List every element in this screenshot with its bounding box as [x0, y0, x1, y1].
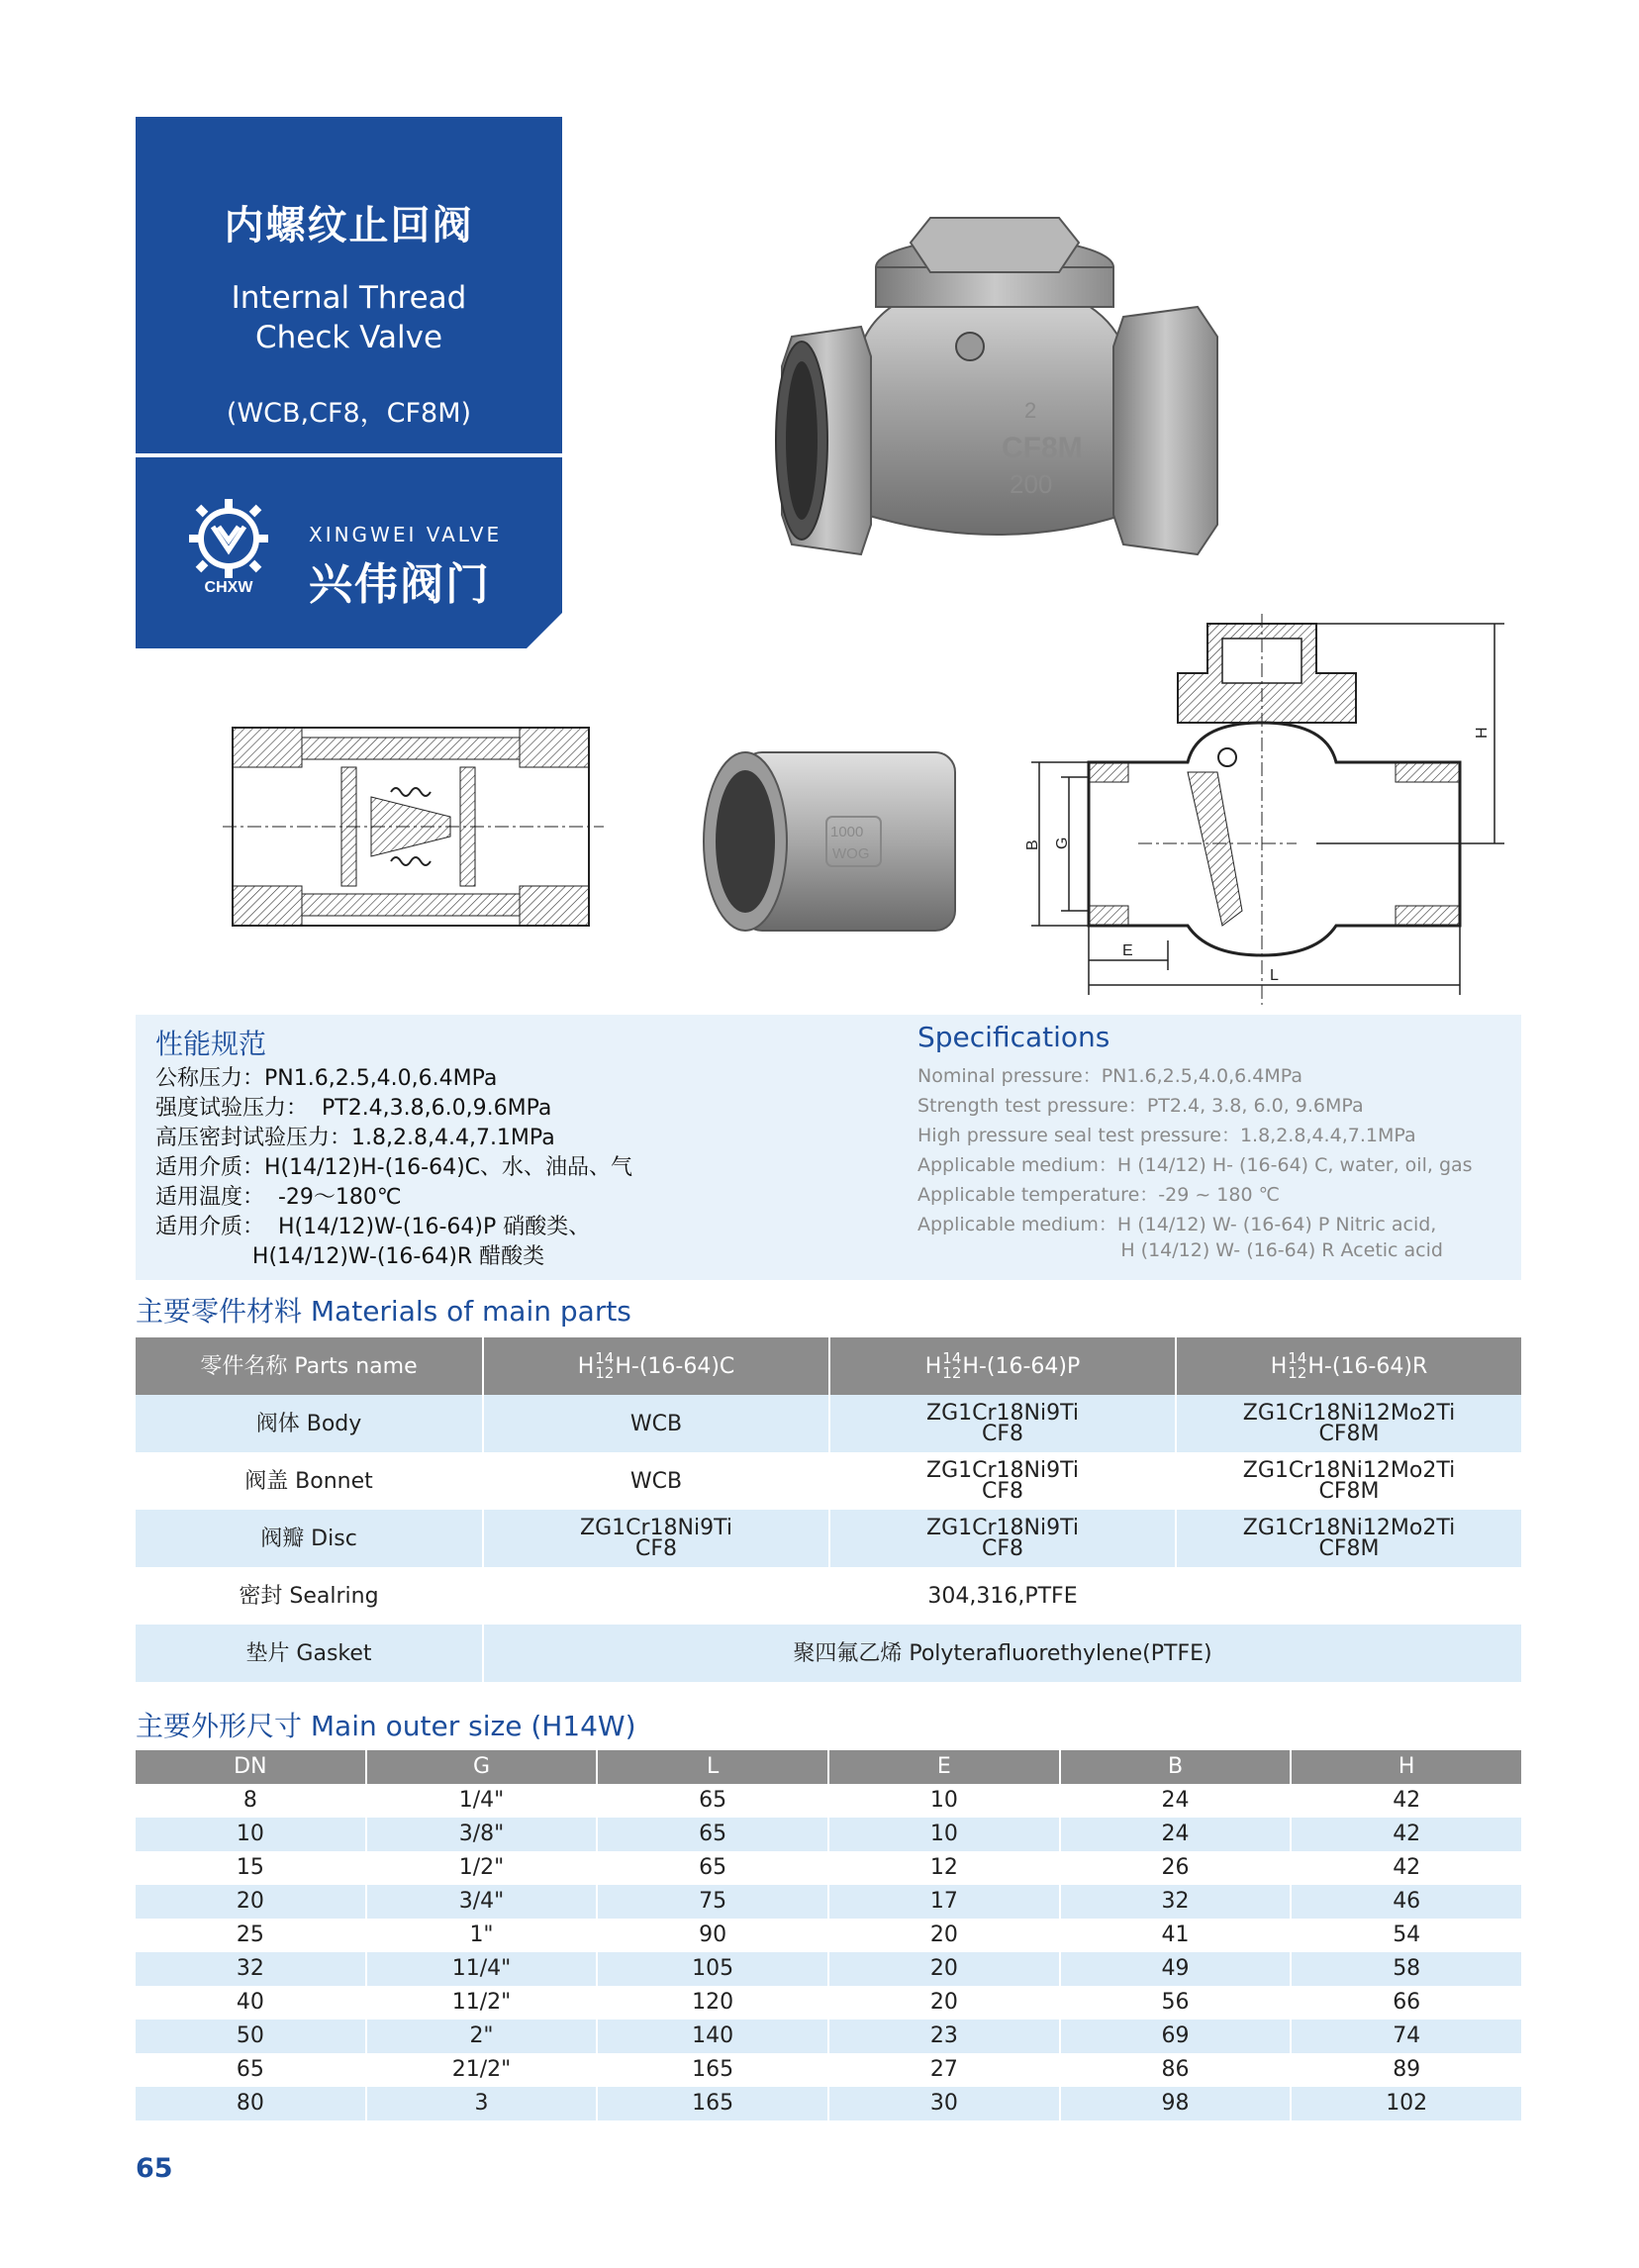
part-name: 阀盖 Bonnet: [244, 1468, 373, 1494]
inline-valve-section-drawing: [223, 708, 604, 945]
column-header: E: [827, 1750, 1059, 1784]
table-cell: 26: [1059, 1851, 1291, 1885]
table-cell: 89: [1290, 2053, 1521, 2087]
table-row: [136, 1818, 1521, 1851]
dimensions-section-title: 主要外形尺寸 Main outer size (H14W): [136, 1710, 636, 1742]
svg-text:CHXW: CHXW: [204, 579, 253, 594]
table-cell: 3/4": [365, 1885, 597, 1919]
dim-label-e: E: [1122, 942, 1133, 959]
header-model-p: H 14 12 H-(16-64)P: [828, 1337, 1175, 1395]
table-cell: 66: [1290, 1986, 1521, 2020]
column-header: B: [1059, 1750, 1291, 1784]
table-cell: 69: [1059, 2020, 1291, 2053]
table-cell: 10: [827, 1784, 1059, 1818]
table-row: [136, 1885, 1521, 1919]
table-cell: 105: [596, 1952, 827, 1986]
table-cell: 1": [365, 1919, 597, 1952]
spec-line-cn: 适用温度： -29～180℃: [155, 1185, 402, 1210]
spec-line-en: High pressure seal test pressure：1.8,2.8,4.4,7.1MPa: [917, 1125, 1416, 1146]
spec-line-cn: H(14/12)W-(16-64)R 醋酸类: [155, 1244, 545, 1269]
table-cell: 1/2": [365, 1851, 597, 1885]
spec-line-en: Applicable temperature：-29 ~ 180 ℃: [917, 1184, 1280, 1206]
svg-text:1000: 1000: [830, 824, 864, 840]
table-cell: 50: [236, 2023, 264, 2048]
table-cell: 65: [596, 1818, 827, 1851]
specifications-panel: [136, 1015, 1521, 1280]
dimensions-header-row: [136, 1750, 1521, 1784]
table-cell: 20: [827, 1952, 1059, 1986]
gear-logo-icon: [183, 495, 274, 594]
material-cell: WCB: [482, 1452, 828, 1510]
column-header: DN: [234, 1754, 267, 1779]
spec-line-cn: 高压密封试验压力：1.8,2.8,4.4,7.1MPa: [155, 1126, 555, 1150]
title-en-line2: Check Valve: [254, 320, 443, 355]
spec-line-en: H (14/12) W- (16-64) R Acetic acid: [917, 1239, 1443, 1261]
table-row: [136, 1986, 1521, 2020]
table-cell: 140: [596, 2020, 827, 2053]
table-cell: 11/4": [365, 1952, 597, 1986]
swing-check-section-drawing: [1019, 614, 1514, 1005]
material-cell: ZG1Cr18Ni9Ti CF8: [482, 1510, 828, 1567]
svg-text:CF8M: CF8M: [1002, 432, 1083, 464]
table-cell: 40: [236, 1990, 264, 2015]
table-cell: 25: [236, 1923, 264, 1947]
dimensions-table: [136, 1750, 1521, 2120]
svg-text:200: 200: [1010, 469, 1053, 499]
title-en-line1: Internal Thread: [231, 280, 467, 316]
spec-line-cn: 适用介质：H(14/12)H-(16-64)C、水、油品、气: [155, 1155, 633, 1180]
material-cell: ZG1Cr18Ni12Mo2Ti CF8M: [1175, 1395, 1521, 1452]
table-row: [136, 1625, 1521, 1682]
table-row: [136, 1919, 1521, 1952]
dim-label-h: H: [1474, 727, 1491, 739]
main-valve-photo: [772, 198, 1267, 574]
table-cell: 98: [1059, 2087, 1291, 2120]
title-block: [136, 117, 562, 648]
table-cell: 46: [1290, 1885, 1521, 1919]
column-header: H: [1290, 1750, 1521, 1784]
table-cell: 65: [596, 1851, 827, 1885]
spec-line-cn: 强度试验压力： PT2.4,3.8,6.0,9.6MPa: [155, 1096, 552, 1121]
table-cell: 1/4": [365, 1784, 597, 1818]
table-cell: 86: [1059, 2053, 1291, 2087]
material-cell: ZG1Cr18Ni9Ti CF8: [828, 1395, 1175, 1452]
table-cell: 65: [596, 1784, 827, 1818]
part-name: 垫片 Gasket: [245, 1640, 372, 1666]
table-cell: 20: [827, 1919, 1059, 1952]
svg-text:2: 2: [1024, 398, 1037, 423]
dimensions-body: [136, 1784, 1521, 2120]
table-row: [136, 1510, 1521, 1567]
part-name: 密封 Sealring: [239, 1583, 379, 1609]
header-parts-name: 零件名称 Parts name: [200, 1353, 418, 1379]
table-cell: 58: [1290, 1952, 1521, 1986]
spec-line-cn: 适用介质： H(14/12)W-(16-64)P 硝酸类、: [155, 1215, 591, 1239]
table-row: [136, 1452, 1521, 1510]
brand-name-en: XINGWEI VALVE: [309, 523, 503, 546]
title-materials: (WCB,CF8，CF8M): [226, 398, 472, 429]
part-name: 阀体 Body: [255, 1411, 362, 1436]
table-cell: 32: [1059, 1885, 1291, 1919]
spec-title-cn: 性能规范: [155, 1028, 267, 1060]
table-cell: 24: [1059, 1818, 1291, 1851]
header-model-c: H 14 12 H-(16-64)C: [482, 1337, 828, 1395]
table-row: [136, 1784, 1521, 1818]
svg-text:WOG: WOG: [832, 845, 870, 862]
table-row: [136, 1567, 1521, 1625]
materials-section-title: 主要零件材料 Materials of main parts: [136, 1295, 631, 1328]
material-cell: ZG1Cr18Ni9Ti CF8: [828, 1510, 1175, 1567]
table-cell: 2": [365, 2020, 597, 2053]
column-header: G: [365, 1750, 597, 1784]
dim-label-b: B: [1024, 839, 1041, 850]
table-cell: 3/8": [365, 1818, 597, 1851]
table-cell: 74: [1290, 2020, 1521, 2053]
table-cell: 3: [365, 2087, 597, 2120]
materials-header-row: [136, 1337, 1521, 1395]
spec-title-en: Specifications: [917, 1021, 1110, 1053]
title-divider: [136, 453, 562, 457]
table-cell: 20: [827, 1986, 1059, 2020]
table-cell: 42: [1290, 1818, 1521, 1851]
table-cell: 65: [236, 2057, 264, 2082]
dim-label-l: L: [1270, 967, 1279, 984]
table-cell: 21/2": [365, 2053, 597, 2087]
table-row: [136, 1395, 1521, 1452]
table-cell: 30: [827, 2087, 1059, 2120]
table-row: [136, 1952, 1521, 1986]
table-cell: 102: [1290, 2087, 1521, 2120]
materials-table: [136, 1337, 1521, 1682]
table-cell: 27: [827, 2053, 1059, 2087]
table-cell: 80: [236, 2091, 264, 2116]
table-cell: 49: [1059, 1952, 1291, 1986]
table-cell: 165: [596, 2053, 827, 2087]
table-cell: 10: [236, 1822, 264, 1846]
spec-line-en: Applicable medium：H (14/12) W- (16-64) P Nitric acid,: [917, 1214, 1437, 1235]
table-cell: 54: [1290, 1919, 1521, 1952]
material-cell: ZG1Cr18Ni9Ti CF8: [828, 1452, 1175, 1510]
table-cell: 23: [827, 2020, 1059, 2053]
table-cell: 32: [236, 1956, 264, 1981]
table-cell: 15: [236, 1855, 264, 1880]
material-cell: 聚四氟乙烯 Polyterafluorethylene(PTFE): [482, 1625, 1521, 1682]
spec-line-en: Applicable medium：H (14/12) H- (16-64) C, water, oil, gas: [917, 1154, 1473, 1176]
table-row: [136, 1851, 1521, 1885]
spec-line-en: Strength test pressure：PT2.4, 3.8, 6.0, 9.6MPa: [917, 1095, 1364, 1117]
table-cell: 8: [242, 1788, 257, 1813]
spec-line-cn: 公称压力：PN1.6,2.5,4.0,6.4MPa: [155, 1066, 498, 1091]
table-row: [136, 2087, 1521, 2120]
table-cell: 120: [596, 1986, 827, 2020]
dim-label-g: G: [1054, 837, 1071, 849]
table-cell: 11/2": [365, 1986, 597, 2020]
table-cell: 75: [596, 1885, 827, 1919]
table-cell: 17: [827, 1885, 1059, 1919]
table-cell: 165: [596, 2087, 827, 2120]
table-cell: 56: [1059, 1986, 1291, 2020]
column-header: L: [596, 1750, 827, 1784]
table-row: [136, 2053, 1521, 2087]
table-cell: 41: [1059, 1919, 1291, 1952]
table-row: [136, 2020, 1521, 2053]
material-cell: WCB: [482, 1395, 828, 1452]
table-cell: 90: [596, 1919, 827, 1952]
table-cell: 42: [1290, 1851, 1521, 1885]
title-cn: 内螺纹止回阀: [224, 203, 474, 248]
table-cell: 20: [236, 1889, 264, 1914]
table-cell: 24: [1059, 1784, 1291, 1818]
part-name: 阀瓣 Disc: [260, 1526, 357, 1551]
table-cell: 42: [1290, 1784, 1521, 1818]
material-cell: ZG1Cr18Ni12Mo2Ti CF8M: [1175, 1452, 1521, 1510]
table-cell: 12: [827, 1851, 1059, 1885]
page-number: 65: [136, 2153, 173, 2184]
corner-cut: [527, 613, 562, 648]
table-cell: 10: [827, 1818, 1059, 1851]
material-cell: ZG1Cr18Ni12Mo2Ti CF8M: [1175, 1510, 1521, 1567]
spec-line-en: Nominal pressure：PN1.6,2.5,4.0,6.4MPa: [917, 1065, 1302, 1087]
material-cell: 304,316,PTFE: [482, 1567, 1521, 1625]
header-model-r: H 14 12 H-(16-64)R: [1175, 1337, 1521, 1395]
brand-name-cn: 兴伟阀门: [309, 559, 491, 610]
inline-valve-photo: [698, 738, 965, 940]
